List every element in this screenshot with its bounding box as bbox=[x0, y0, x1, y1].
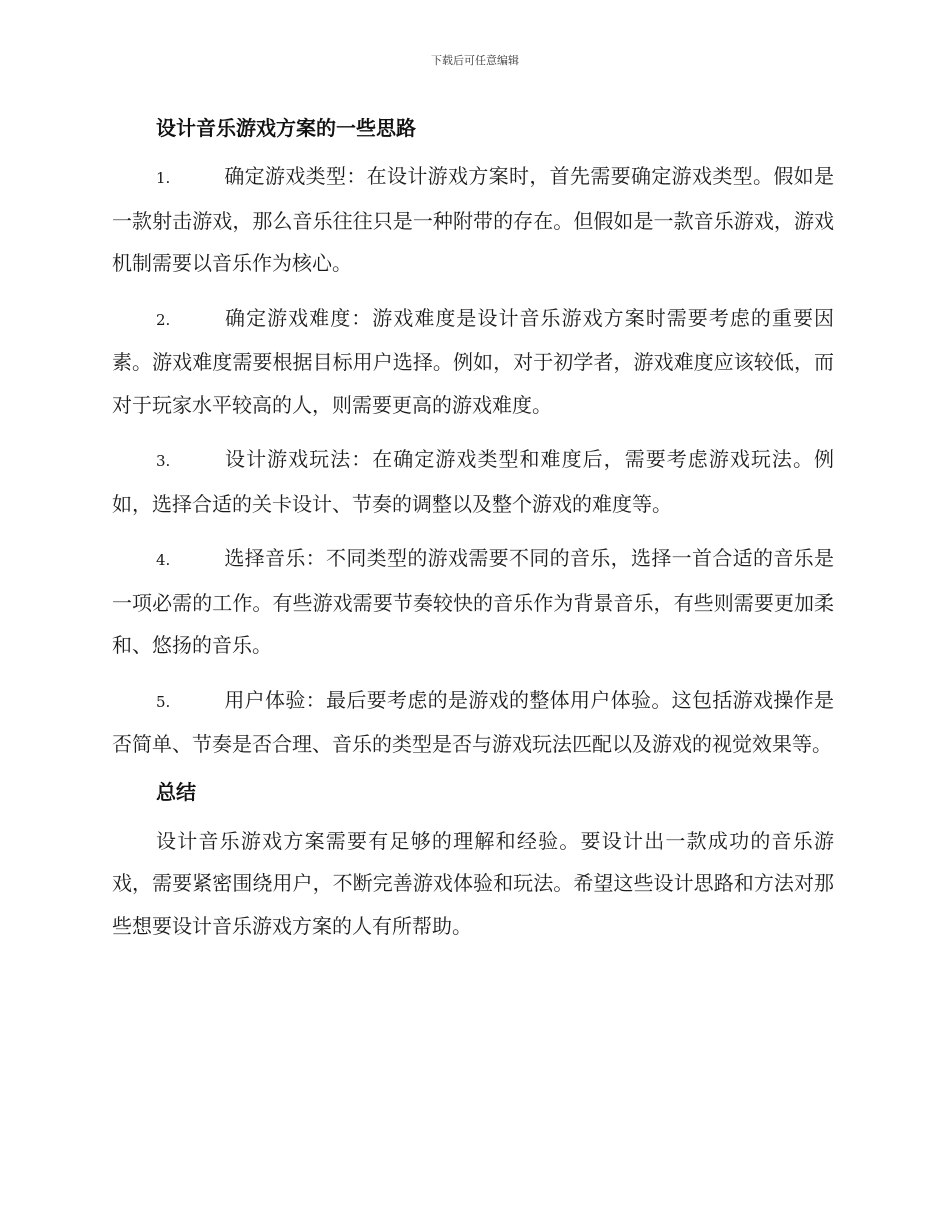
document-title: 设计音乐游戏方案的一些思路 bbox=[156, 116, 416, 140]
list-item bbox=[112, 155, 834, 285]
list-item-number: 4. bbox=[156, 551, 171, 569]
list-item bbox=[112, 537, 834, 667]
list-item-text: 设计游戏玩法：在确定游戏类型和难度后，需要考虑游戏玩法。例如，选择合适的关卡设计、节奏的调整以及整个游戏的难度等。 bbox=[112, 447, 834, 516]
list-item-number: 2. bbox=[156, 310, 171, 329]
list-item-text: 确定游戏类型：在设计游戏方案时，首先需要确定游戏类型。假如是一款射击游戏，那么音乐往往只是一种附带的存在。但假如是一款音乐游戏，游戏机制需要以音乐作为核心。 bbox=[112, 164, 834, 275]
document-body bbox=[112, 110, 834, 947]
list-item-number: 5. bbox=[156, 692, 171, 711]
summary-paragraph: 设计音乐游戏方案需要有足够的理解和经验。要设计出一款成功的音乐游戏，需要紧密围绕用户，不断完善游戏体验和玩法。希望这些设计思路和方法对那些想要设计音乐游戏方案的人有所帮助。 bbox=[112, 828, 834, 938]
list-item-text: 确定游戏难度：游戏难度是设计音乐游戏方案时需要考虑的重要因素。游戏难度需要根据目标用户选择。例如，对于初学者，游戏难度应该较低，而对于玩家水平较高的人，则需要更高的游戏难度。 bbox=[112, 305, 834, 417]
list-item-text: 选择音乐：不同类型的游戏需要不同的音乐，选择一首合适的音乐是一项必需的工作。有些游戏需要节奏较快的音乐作为背景音乐，有些则需要更加柔和、悠扬的音乐。 bbox=[112, 546, 834, 657]
list-item bbox=[112, 679, 834, 766]
list-item-text: 用户体验：最后要考虑的是游戏的整体用户体验。这包括游戏操作是否简单、节奏是否合理、音乐的类型是否与游戏玩法匹配以及游戏的视觉效果等。 bbox=[112, 687, 834, 756]
summary-heading: 总结 bbox=[156, 779, 196, 804]
list-item-number: 1. bbox=[156, 169, 171, 187]
list-item bbox=[112, 297, 834, 427]
list-item bbox=[112, 438, 834, 525]
page-header: 下载后可任意编辑 bbox=[431, 54, 519, 67]
list-item-number: 3. bbox=[156, 452, 171, 470]
